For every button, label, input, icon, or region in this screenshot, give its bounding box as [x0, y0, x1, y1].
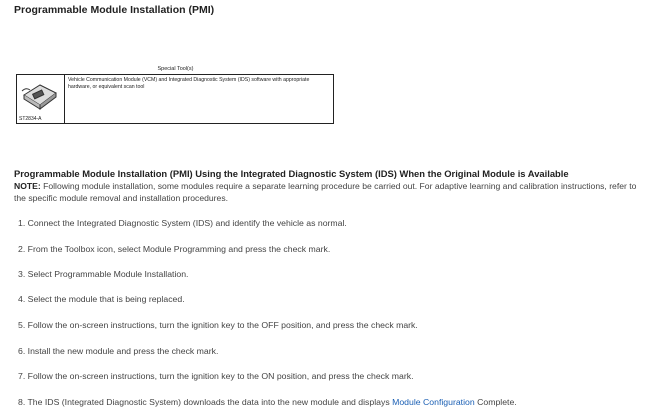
module-configuration-link[interactable]: Module Configuration — [392, 397, 475, 407]
step-2: 2. From the Toolbox icon, select Module Programming and press the check mark. — [18, 244, 331, 254]
tool-description: Vehicle Communication Module (VCM) and Integrated Diagnostic System (IDS) software with appropriate hardware, or equivalent scan tool — [68, 77, 310, 90]
tool-code-label: ST2834-A — [19, 116, 42, 122]
step-1: 1. Connect the Integrated Diagnostic System (IDS) and identify the vehicle as normal. — [18, 218, 347, 228]
step-5: 5. Follow the on-screen instructions, turn the ignition key to the OFF position, and press the check mark. — [18, 320, 418, 330]
step-8-text-end: Complete. — [474, 397, 517, 407]
section-heading: Programmable Module Installation (PMI) Using the Integrated Diagnostic System (IDS) When the Original Module is Available — [14, 168, 569, 179]
tool-image-cell — [17, 75, 65, 123]
note-paragraph — [14, 180, 642, 204]
note-text: Following module installation, some modules require a separate learning procedure be carried out. For adaptive learning and calibration instructions, refer to the specific module removal and installation procedures. — [14, 181, 637, 203]
step-7: 7. Follow the on-screen instructions, turn the ignition key to the ON position, and press the check mark. — [18, 371, 414, 381]
step-8 — [18, 397, 517, 407]
step-4: 4. Select the module that is being replaced. — [18, 294, 185, 304]
step-6: 6. Install the new module and press the check mark. — [18, 346, 219, 356]
note-label: NOTE: — [14, 181, 41, 191]
special-tools-table — [16, 74, 334, 124]
step-8-text: 8. The IDS (Integrated Diagnostic System) downloads the data into the new module and displays — [18, 397, 393, 407]
page-title: Programmable Module Installation (PMI) — [14, 4, 215, 16]
step-3: 3. Select Programmable Module Installation. — [18, 269, 189, 279]
special-tools-caption: Special Tool(s) — [157, 66, 194, 72]
vcm-tool-icon — [20, 79, 60, 113]
